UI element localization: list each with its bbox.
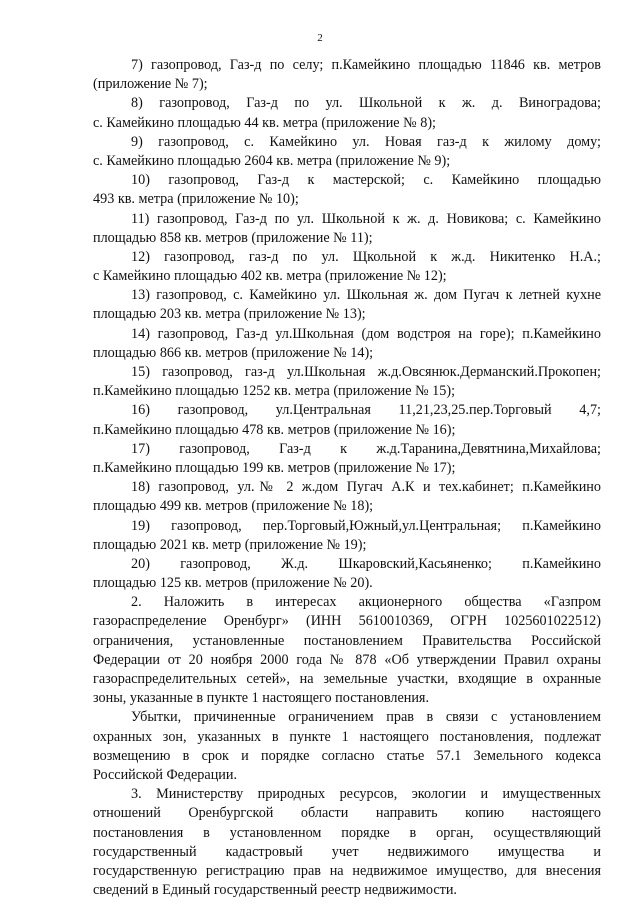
text-line: площадью 866 кв. метров (приложение № 14); — [93, 344, 374, 361]
text-line: п.Камейкино площадью 199 кв. метров (приложение № 17); — [93, 459, 456, 476]
paragraph-item-11 — [93, 210, 601, 248]
text-line: 20) газопровод, Ж.д. Шкаровский,Касьяненко; п.Камейкино — [131, 555, 601, 572]
text-line: площадью 125 кв. метров (приложение № 20). — [93, 575, 373, 592]
text-line: с Камейкино площадью 402 кв. метра (приложение № 12); — [93, 268, 447, 285]
text-line: 11) газопровод, Газ-д по ул. Школьной к ж. д. Новикова; с. Камейкино — [131, 210, 601, 227]
text-line: площадью 203 кв. метра (приложение № 13); — [93, 306, 366, 323]
paragraph-item-15 — [93, 363, 601, 401]
text-line: 10) газопровод, Газ-д к мастерской; с. Камейкино площадью — [131, 172, 601, 189]
text-line: 493 кв. метра (приложение № 10); — [93, 191, 299, 208]
text-line: площадью 2021 кв. метр (приложение № 19); — [93, 536, 367, 553]
paragraph-item-19 — [93, 517, 601, 555]
paragraph-item-13 — [93, 286, 601, 324]
text-line: 16) газопровод, ул.Центральная 11,21,23,25.пер.Торговый 4,7; — [131, 402, 601, 419]
text-line: с. Камейкино площадью 44 кв. метра (приложение № 8); — [93, 114, 436, 131]
text-line: п.Камейкино площадью 478 кв. метров (приложение № 16); — [93, 421, 456, 438]
text-line: 17) газопровод, Газ-д к ж.д.Таранина,Девятнина,Михайлова; — [131, 440, 601, 457]
text-line: постановления в установленном порядке в орган, осуществляющий — [93, 824, 601, 841]
text-line: площадью 499 кв. метров (приложение № 18); — [93, 498, 374, 515]
paragraph-item-10 — [93, 171, 601, 209]
document-body — [93, 56, 601, 900]
text-line: п.Камейкино площадью 1252 кв. метра (приложение № 15); — [93, 383, 456, 400]
text-line: охранных зон, указанных в пункте 1 настоящего постановления, подлежат — [93, 728, 601, 745]
paragraph-item-16 — [93, 401, 601, 439]
text-line: 8) газопровод, Газ-д по ул. Школьной к ж. д. Виноградова; — [131, 95, 601, 112]
text-line: 19) газопровод, пер.Торговый,Южный,ул.Центральная; п.Камейкино — [131, 517, 601, 534]
text-line: Российской Федерации. — [93, 766, 238, 783]
page-number: 2 — [317, 32, 323, 44]
text-line: 12) газопровод, газ-д по ул. Щкольной к ж.д. Никитенко Н.А.; — [131, 248, 601, 265]
text-line: Федерации от 20 ноября 2000 года № 878 «Об утверждении Правил охраны — [93, 651, 601, 668]
text-line: сведений в Единый государственный реестр недвижимости. — [93, 882, 457, 899]
paragraph-point-3 — [93, 785, 601, 900]
text-line: 13) газопровод, с. Камейкино ул. Школьная ж. дом Пугач к летней кухне — [131, 287, 601, 304]
text-line: площадью 858 кв. метров (приложение № 11); — [93, 229, 373, 246]
paragraph-item-18 — [93, 478, 601, 516]
paragraph-losses — [93, 708, 601, 785]
paragraph-item-17 — [93, 440, 601, 478]
text-line: Убытки, причиненные ограничением прав в связи с установлением — [131, 709, 601, 726]
text-line: 15) газопровод, газ-д ул.Школьная ж.д.Овсянюк.Дерманский.Прокопен; — [131, 364, 601, 380]
text-line: 2. Наложить в интересах акционерного общества «Газпром — [131, 594, 601, 611]
text-line: 7) газопровод, Газ-д по селу; п.Камейкино площадью 11846 кв. метров — [131, 57, 601, 73]
text-line: газораспределение Оренбург» (ИНН 5610010369, ОГРН 1025601022512) — [93, 613, 601, 630]
text-line: зоны, указанные в пункте 1 настоящего постановления. — [93, 690, 429, 707]
text-line: 18) газопровод, ул.№ 2 ж.дом Пугач А.К и тех.кабинет; п.Камейкино — [131, 479, 601, 496]
text-line: государственную регистрацию прав на недвижимое имущество, для внесения — [93, 862, 601, 879]
paragraph-item-8 — [93, 94, 601, 132]
text-line: 9) газопровод, с. Камейкино ул. Новая газ-д к жилому дому; — [131, 133, 601, 150]
text-line: 14) газопровод, Газ-д ул.Школьная (дом водстроя на горе); п.Камейкино — [131, 325, 601, 342]
paragraph-point-2 — [93, 593, 601, 708]
text-line: отношений Оренбургской области направить копию настоящего — [93, 805, 601, 822]
text-line: с. Камейкино площадью 2604 кв. метра (приложение № 9); — [93, 152, 451, 169]
text-line: газораспределительных сетей», на земельные участки, входящие в охранные — [93, 671, 601, 687]
paragraph-item-9 — [93, 133, 601, 171]
text-line: государственный кадастровый учет недвижимого имущества и — [93, 843, 601, 860]
paragraph-item-7 — [93, 56, 601, 94]
paragraph-item-12 — [93, 248, 601, 286]
text-line: возмещению в срок и порядке согласно статье 57.1 Земельного кодекса — [93, 747, 601, 764]
paragraph-item-14 — [93, 325, 601, 363]
paragraph-item-20 — [93, 555, 601, 593]
text-line: (приложение № 7); — [93, 76, 208, 93]
text-line: ограничения, установленные постановлением Правительства Российской — [93, 632, 601, 649]
text-line: 3. Министерству природных ресурсов, экологии и имущественных — [131, 786, 601, 803]
